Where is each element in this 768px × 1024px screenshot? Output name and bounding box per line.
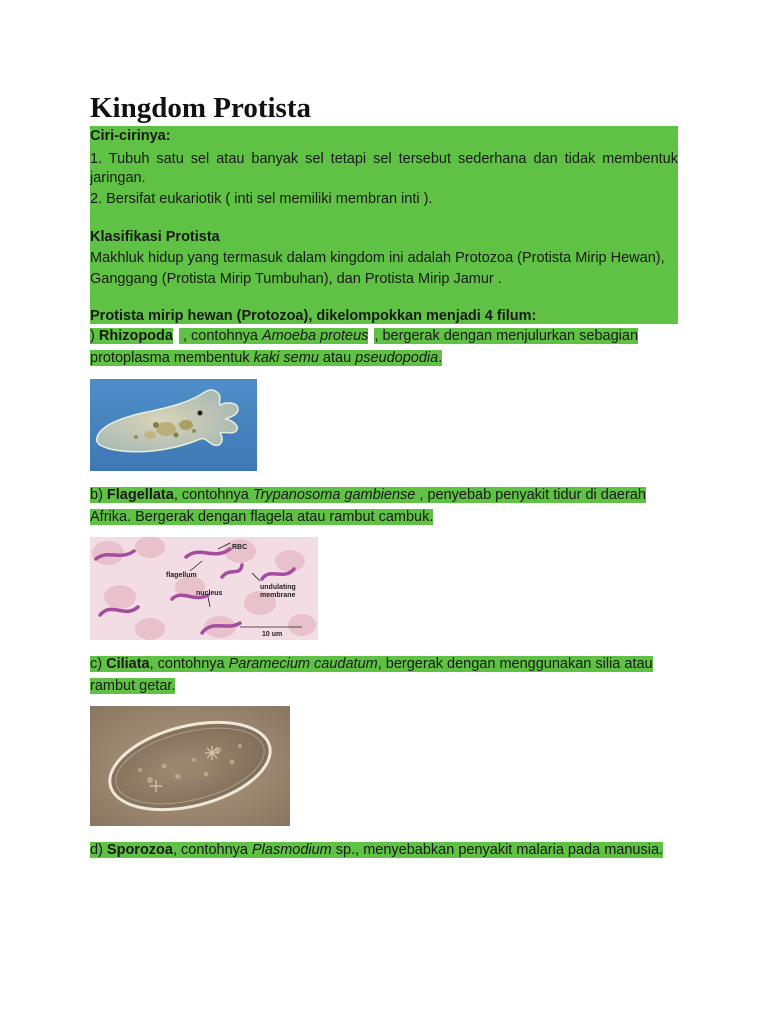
- rhizopoda-term-pseudopodia: pseudopodia: [355, 350, 439, 366]
- rhizopoda-term-kaki-semu: kaki semu: [253, 350, 319, 366]
- classification-heading: Klasifikasi Protista: [90, 229, 220, 245]
- rhizopoda-line-1: [90, 326, 638, 346]
- flagellata-line-1: [90, 485, 646, 505]
- rhizopoda-prefix: ): [90, 328, 99, 344]
- label-scale: 10 um: [262, 631, 283, 638]
- label-membrane: membrane: [260, 592, 296, 599]
- flagellata-line-2: [90, 507, 433, 527]
- ciliata-rest-2: rambut getar.: [90, 678, 176, 694]
- label-flagellum: flagellum: [166, 572, 197, 579]
- rhizopoda-rest-1: , bergerak dengan menjulurkan sebagian: [374, 328, 639, 344]
- ciliata-line-2: [90, 676, 175, 696]
- rhizopoda-rest-2b: atau: [318, 350, 356, 366]
- page-title: Kingdom Protista: [90, 92, 311, 124]
- ciliata-prefix: c): [90, 656, 107, 672]
- classification-line-2: Ganggang (Protista Mirip Tumbuhan), dan Protista Mirip Jamur .: [90, 271, 502, 287]
- rhizopoda-sep: , contohnya: [178, 328, 262, 344]
- rhizopoda-rest-2c: .: [438, 350, 443, 366]
- sporozoa-line-1: [90, 840, 663, 860]
- ciliata-sep: , contohnya: [149, 656, 229, 672]
- rhizopoda-rest-2a: protoplasma membentuk: [90, 350, 254, 366]
- flagellata-prefix: b): [90, 487, 107, 503]
- flagellata-sep: , contohnya: [173, 487, 253, 503]
- rhizopoda-name: Rhizopoda: [98, 328, 173, 344]
- ciliata-species: Paramecium caudatum: [228, 656, 378, 672]
- trypanosoma-image: [90, 537, 318, 640]
- sporozoa-prefix: d): [90, 842, 107, 858]
- ciliata-rest-1: , bergerak dengan menggunakan silia atau: [377, 656, 653, 672]
- flagellata-name: Flagellata: [106, 487, 174, 503]
- flagellata-species: Trypanosoma gambiense: [252, 487, 416, 503]
- sporozoa-sep: , contohnya: [172, 842, 252, 858]
- rhizopoda-species: Amoeba proteus: [262, 328, 369, 344]
- sporozoa-species: Plasmodium: [251, 842, 332, 858]
- label-undulating: undulating: [260, 584, 296, 591]
- flagellata-rest-2: Afrika. Bergerak dengan flagela atau rambut cambuk.: [90, 509, 434, 525]
- amoeba-image: [90, 379, 257, 471]
- paramecium-image: [90, 706, 290, 826]
- label-nucleus: nucleus: [196, 590, 223, 597]
- protozoa-heading: Protista mirip hewan (Protozoa), dikelompokkan menjadi 4 filum:: [90, 308, 537, 324]
- characteristics-heading: Ciri-cirinya:: [90, 128, 171, 144]
- characteristic-1-line-1: 1. Tubuh satu sel atau banyak sel tetapi sel tersebut sederhana dan tidak membentuk: [90, 151, 678, 167]
- flagellata-rest-1: , penyebab penyakit tidur di daerah: [415, 487, 646, 503]
- ciliata-name: Ciliata: [106, 656, 150, 672]
- sporozoa-rest-1: sp., menyebabkan penyakit malaria pada manusia.: [331, 842, 664, 858]
- characteristic-1-line-2: jaringan.: [90, 170, 146, 186]
- characteristic-2: 2. Bersifat eukariotik ( inti sel memiliki membran inti ).: [90, 191, 433, 207]
- rhizopoda-line-2: [90, 348, 442, 368]
- sporozoa-name: Sporozoa: [106, 842, 173, 858]
- classification-line-1: Makhluk hidup yang termasuk dalam kingdom ini adalah Protozoa (Protista Mirip Hewan),: [90, 250, 665, 266]
- ciliata-line-1: [90, 654, 653, 674]
- label-rbc: RBC: [232, 544, 248, 551]
